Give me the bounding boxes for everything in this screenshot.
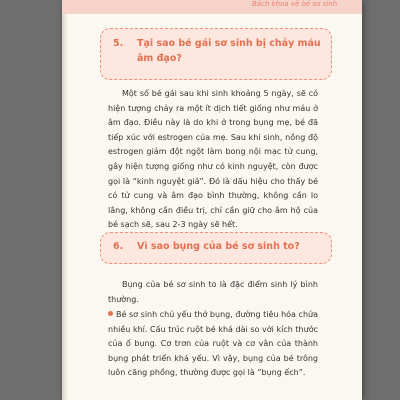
question-number: 5. [113, 38, 124, 49]
question-box-5 [100, 28, 332, 80]
list-item [108, 308, 318, 381]
question-title: Tại sao bé gái sơ sinh bị chảy máu âm đạo? [137, 38, 321, 64]
answer-paragraph-6: Bụng của bé sơ sinh to là đặc điểm sinh lý bình thường. [108, 280, 318, 304]
bullet-text: Bé sơ sinh chủ yếu thở bụng, đường tiêu hóa chứa nhiều khí. Cấu trúc ruột bé khá dài so với kích thước của ổ bụng. Cơ trơn của ruột và cơ vân của thành bụng phát triển khá yếu. Vì vậy, bụng của bé trông luôn căng phồng, thường được gọi là “bụng ếch”. [108, 310, 318, 378]
bullet-dot-icon [108, 311, 113, 316]
answer-paragraph-5: Một số bé gái sau khi sinh khoảng 5 ngày, sẽ có hiện tượng chảy ra một ít dịch tiết giống như máu ở âm đạo. Điều này là do khi ở trong bụng mẹ, bé đã tiếp xúc với estrogen của mẹ. Sau khi sinh, nồng độ estrogen giảm đột ngột làm bong nội mạc tử cung, gây hiện tượng giống như có kinh nguyệt, còn được gọi là “kinh nguyệt giả”. Đó là dấu hiệu cho thấy bé có tử cung và âm đạo bình thường, không cần lo lắng, không cần điều trị, chỉ cần giữ cho âm hộ của bé sạch sẽ, sau 2-3 ngày sẽ hết. [108, 89, 318, 230]
question-title: Vì sao bụng của bé sơ sinh to? [137, 241, 300, 252]
answer-bullets-6 [108, 308, 318, 381]
question-box-6 [100, 232, 332, 264]
book-page [62, 0, 362, 400]
question-number: 6. [113, 241, 124, 252]
running-head: Bách khoa về bé sơ sinh [252, 0, 338, 8]
